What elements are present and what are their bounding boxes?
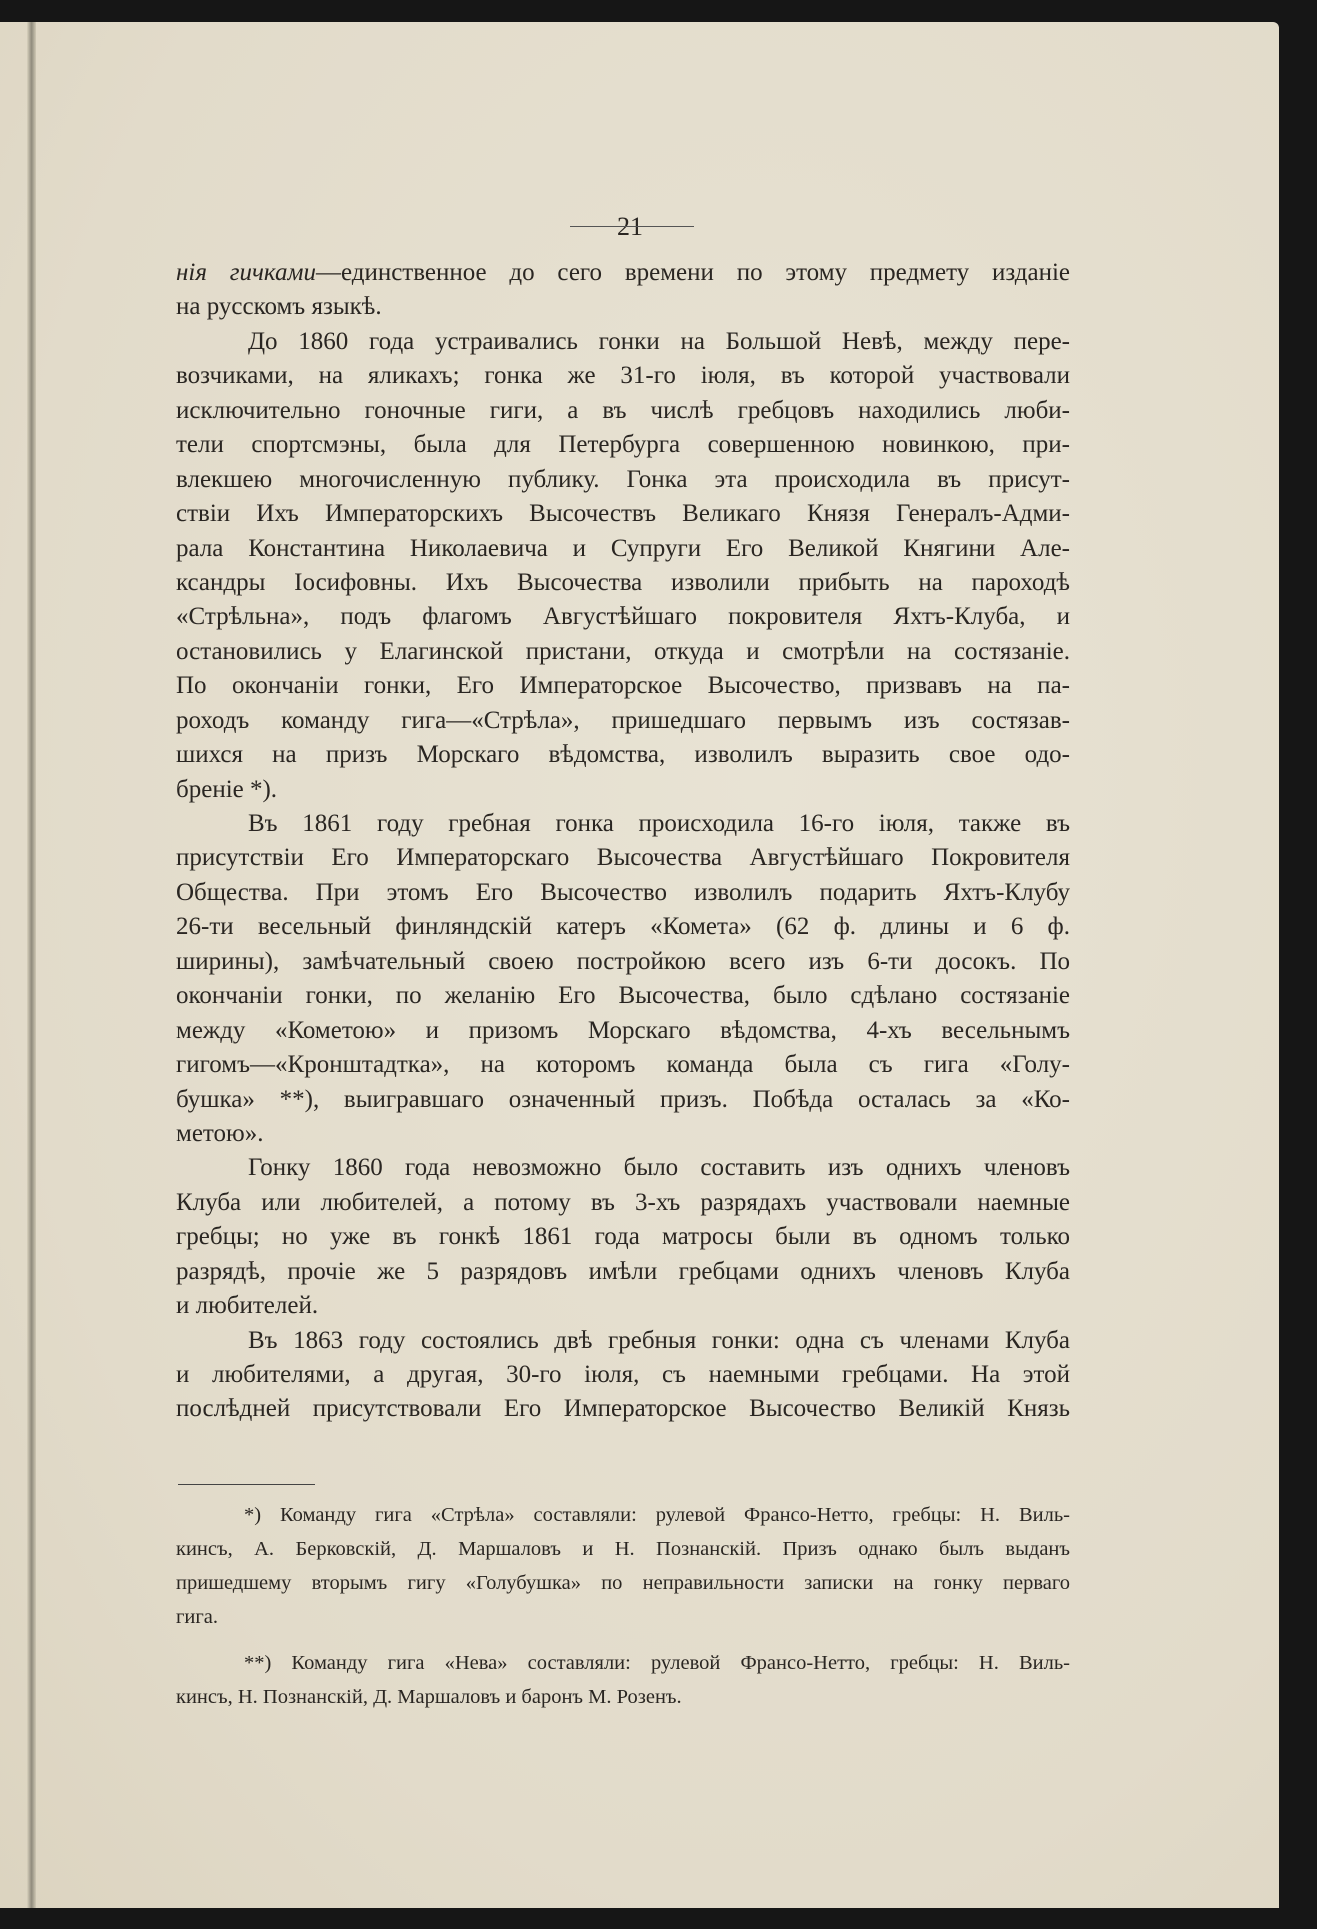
line-text: послѣдней присутствовали Его Императорское Высочество Великій Князь [176,1395,1070,1423]
footnote-line: кинсъ, А. Берковскій, Д. Маршаловъ и Н. Познанскій. Призъ однако былъ выданъ [176,1538,1070,1560]
line-text: роходъ команду гига—«Стрѣла», пришедшаго первымъ изъ состязав- [176,706,1070,734]
text-line [176,1255,1070,1289]
text-line [176,669,1070,703]
line-text: До 1860 года устраивались гонки на Большой Невѣ, между пере- [248,327,1070,355]
line-text: остановились у Елагинской пристани, откуда и смотрѣли на состязаніе. [176,637,1070,665]
line-text: шихся на призъ Морскаго вѣдомства, изволилъ выразить свое одо- [176,741,1070,769]
line-text: —единственное до сего времени по этому предмету изданіе [315,259,1070,286]
paragraph [176,1151,1070,1323]
text-line [176,463,1070,497]
line-text: рала Константина Николаевича и Супруги Его Великой Княгини Але- [176,534,1070,562]
book-page [0,22,1279,1908]
line-text: ширины), замѣчательный своею постройкою всего изъ 6-ти досокъ. По [176,947,1070,975]
main-text [176,256,1070,1427]
paragraph [176,1324,1070,1427]
line-text: «Стрѣльна», подъ флагомъ Августѣйшаго покровителя Яхтъ-Клуба, и [176,603,1070,631]
text-line [176,1220,1070,1254]
text-line [176,1083,1070,1117]
line-text: на русскомъ языкѣ. [176,293,382,321]
line-text: бреніе *). [176,775,278,803]
text-line [176,979,1070,1013]
footnote [176,1498,1070,1634]
line-text: Въ 1863 году состоялись двѣ гребныя гонки: одна съ членами Клуба [248,1326,1070,1354]
line-text: присутствіи Его Императорскаго Высочества Августѣйшаго Покровителя [176,844,1070,872]
line-text: и любителями, а другая, 30-го іюля, съ наемными гребцами. На этой [176,1361,1070,1388]
text-line [176,394,1070,428]
text-line [176,1117,1070,1151]
footnote-line: гига. [176,1606,219,1628]
line-text: Гонку 1860 года невозможно было составить изъ однихъ членовъ [248,1154,1070,1182]
text-line [176,945,1070,979]
footnote-separator [178,1484,315,1485]
footnote-line: пришедшему вторымъ гигу «Голубушка» по неправильности записки на гонку перваго [176,1572,1070,1594]
text-line [176,600,1070,634]
line-text: По окончаніи гонки, Его Императорское Высочество, призвавъ на па- [176,672,1070,700]
line-text: тели спортсмэны, была для Петербурга совершенною новинкою, при- [176,431,1070,459]
footnote [176,1646,1070,1714]
line-text: ксандры Іосифовны. Ихъ Высочества изволили прибыть на пароходѣ [176,568,1070,596]
footnote-line: **) Команду гига «Нева» составляли: рулевой Франсо-Нетто, гребцы: Н. Виль- [244,1652,1070,1674]
text-line [176,1289,1070,1323]
text-line [176,1358,1070,1392]
text-line [176,910,1070,944]
text-line [176,1048,1070,1082]
text-line [176,773,1070,807]
text-line [176,1186,1070,1220]
line-text: разрядѣ, прочіе же 5 разрядовъ имѣли гребцами однихъ членовъ Клуба [176,1257,1070,1285]
text-line [176,325,1070,359]
line-text: гребцы; но уже въ гонкѣ 1861 года матросы были въ одномъ только [176,1223,1070,1251]
paragraph [176,807,1070,1151]
text-line [176,359,1070,393]
line-text: метою». [176,1119,264,1147]
line-text: бушка» **), выигравшаго означенный призъ. Побѣда осталась за «Ко- [176,1085,1070,1113]
text-line [176,290,1070,324]
line-text: возчиками, на яликахъ; гонка же 31-го іюля, въ которой участвовали [176,362,1070,390]
line-text: ствіи Ихъ Императорскихъ Высочествъ Великаго Князя Генералъ-Адми- [176,500,1070,528]
text-line [176,1324,1070,1358]
line-text: Общества. При этомъ Его Высочество изволилъ подарить Яхтъ-Клубу [176,878,1070,906]
italic-text: нія гичками [176,259,316,286]
text-line [176,704,1070,738]
paragraph [176,256,1070,325]
page-number-rule [570,226,694,227]
text-line [176,566,1070,600]
text-line [176,807,1070,841]
text-line [176,256,1070,290]
text-line [176,532,1070,566]
line-text: исключительно гоночные гиги, а въ числѣ гребцовъ находились люби- [176,396,1070,424]
page-number: 21 [617,212,643,241]
text-line [176,876,1070,910]
text-line [176,1014,1070,1048]
text-line [176,635,1070,669]
line-text: окончаніи гонки, по желанію Его Высочества, было сдѣлано состязаніе [176,982,1070,1010]
footnotes [176,1498,1070,1726]
line-text: и любителей. [176,1292,319,1320]
text-line [176,841,1070,875]
line-text: влекшею многочисленную публику. Гонка эта происходила въ присут- [176,465,1070,493]
line-text: 26-ти весельный финляндскій катеръ «Комета» (62 ф. длины и 6 ф. [176,913,1070,941]
line-text: между «Кометою» и призомъ Морскаго вѣдомства, 4-хъ весельнымъ [176,1016,1070,1044]
text-line [176,428,1070,462]
page-gutter [27,22,36,1908]
line-text: Клуба или любителей, а потому въ 3-хъ разрядахъ участвовали наемные [176,1188,1070,1216]
line-text: гигомъ—«Кронштадтка», на которомъ команда была съ гига «Голу- [176,1051,1070,1079]
text-line [176,1151,1070,1185]
paragraph [176,325,1070,807]
line-text: Въ 1861 году гребная гонка происходила 16-го іюля, также въ [248,810,1070,837]
text-line [176,497,1070,531]
text-line [176,738,1070,772]
footnote-line: *) Команду гига «Стрѣла» составляли: рулевой Франсо-Нетто, гребцы: Н. Виль- [244,1504,1070,1526]
text-line [176,1392,1070,1426]
footnote-line: кинсъ, Н. Познанскій, Д. Маршаловъ и баронъ М. Розенъ. [176,1686,682,1708]
